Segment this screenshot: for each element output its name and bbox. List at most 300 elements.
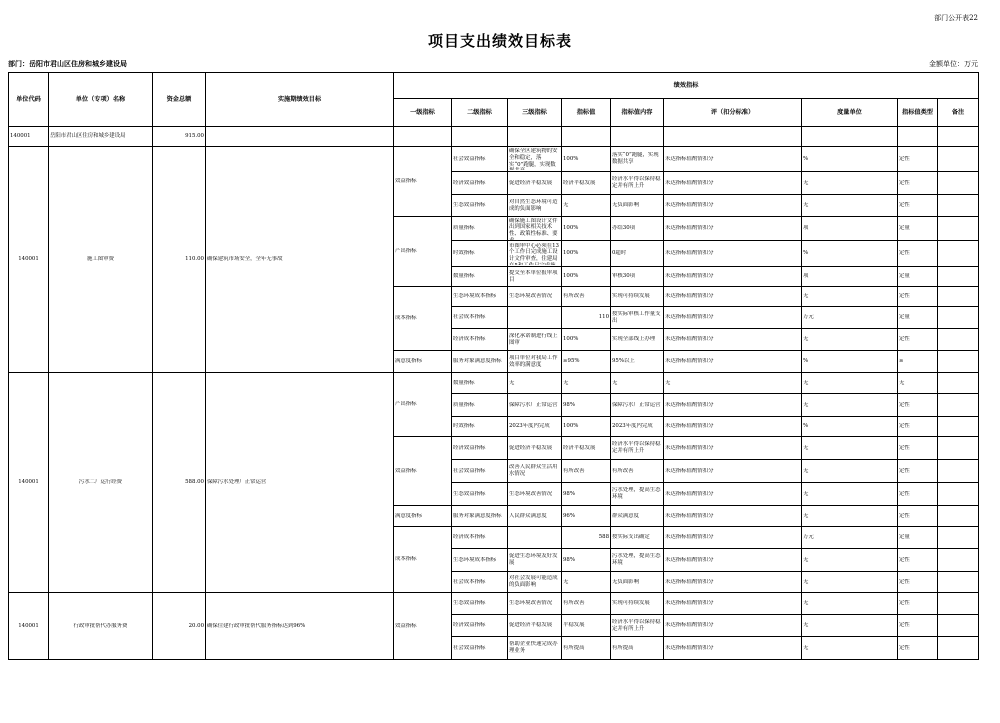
- level2-indicator: [452, 172, 508, 195]
- level2-indicator-text: 社会效益指标: [453, 155, 486, 162]
- measure-unit-text: 无: [803, 401, 809, 408]
- indicator-value: [562, 195, 611, 217]
- level3-indicator-text: 帮助企业快速完成办理业务: [509, 641, 558, 654]
- indicator-value-content: [611, 437, 664, 460]
- level1-indicator-text: 产出指标: [395, 248, 417, 255]
- indicator-value-content-text: 群众满意度: [612, 512, 639, 519]
- level3-indicator: [508, 267, 562, 287]
- scoring-standard-text: 未达指标值酌情扣分: [665, 644, 714, 651]
- header-level2: 二级指标: [452, 99, 508, 127]
- level1-indicator: [394, 373, 452, 437]
- indicator-value-text: 588: [598, 534, 609, 541]
- indicator-value: [562, 572, 611, 593]
- level3-indicator-text: 促进经济平稳发展: [509, 444, 553, 451]
- measure-unit: [802, 241, 898, 267]
- header-value: 指标值: [562, 99, 611, 127]
- scoring-standard: [664, 351, 802, 373]
- scoring-standard-text: 未达指标值酌情扣分: [665, 314, 714, 321]
- scoring-standard-text: 未达指标值酌情扣分: [665, 250, 714, 257]
- level3-indicator-text: 对社会发展可能造成的负面影响: [509, 575, 558, 588]
- scoring-standard-text: 未达指标值酌情扣分: [665, 490, 714, 497]
- level2-indicator: [452, 615, 508, 637]
- project-goal-text: 确保住建行政审批帮代服务指标达到96%: [207, 622, 306, 629]
- project-amount-text: 20.00: [188, 622, 204, 629]
- level1-indicator: [394, 217, 452, 287]
- level1-indicator-text: 效益指标: [395, 622, 417, 629]
- indicator-value-content-text: 保障污水厂正常运营: [612, 401, 661, 408]
- value-type-text: ≥: [899, 358, 904, 365]
- level3-indicator-text: 保障污水厂正常运营: [509, 401, 558, 408]
- measure-unit-text: 无: [803, 490, 809, 497]
- value-type-text: 定量: [899, 225, 910, 232]
- scoring-standard-text: 未达指标值酌情扣分: [665, 401, 714, 408]
- level3-indicator-text: 人民群众满意度: [509, 512, 547, 519]
- level3-indicator-text: 促进经济平稳发展: [509, 622, 553, 629]
- indicator-value-content-text: 按实际支出确定: [612, 534, 650, 541]
- level2-indicator-text: 经济成本指标: [453, 534, 486, 541]
- indicator-value-text: 100%: [563, 273, 579, 280]
- level3-indicator: [508, 593, 562, 615]
- project-amount: [153, 593, 206, 660]
- scoring-standard: [664, 483, 802, 506]
- header-level1: 一级指标: [394, 99, 452, 127]
- level3-indicator: [508, 373, 562, 394]
- indicator-value: [562, 351, 611, 373]
- corner-label: 部门公开表22: [934, 14, 978, 22]
- indicator-value-content: [611, 483, 664, 506]
- indicator-value-text: 98%: [563, 490, 575, 497]
- performance-table: [8, 72, 979, 660]
- project-name: [49, 593, 153, 660]
- department-label: 部门：岳阳市君山区住房和城乡建设局: [8, 60, 127, 68]
- indicator-value-content: [611, 217, 664, 241]
- indicator-value-content: [611, 637, 664, 660]
- value-type-text: 定性: [899, 202, 910, 209]
- scoring-standard: [664, 241, 802, 267]
- level3-indicator: [508, 483, 562, 506]
- measure-unit-text: 无: [803, 512, 809, 519]
- scoring-standard: [664, 549, 802, 572]
- remark-cell: [938, 287, 979, 307]
- indicator-value-text: 96%: [563, 512, 575, 519]
- indicator-value-content-text: 无: [612, 379, 618, 386]
- measure-unit-text: 万元: [803, 534, 814, 541]
- scoring-standard: [664, 637, 802, 660]
- level2-indicator-text: 生态效益指标: [453, 490, 486, 497]
- project-name-text: 施工图审费: [87, 256, 114, 263]
- indicator-value-content: [611, 373, 664, 394]
- indicator-value-text: 有所改善: [563, 293, 585, 300]
- scoring-standard-text: 未达指标值酌情扣分: [665, 423, 714, 430]
- scoring-standard-text: 未达指标值酌情扣分: [665, 512, 714, 519]
- value-type: [898, 417, 938, 437]
- indicator-value-content: [611, 417, 664, 437]
- value-type-text: 定性: [899, 644, 910, 651]
- project-goal-text: 确保建筑市场安全，全年无事故: [207, 256, 283, 263]
- value-type-text: 定性: [899, 444, 910, 451]
- value-type: [898, 329, 938, 351]
- measure-unit-text: 无: [803, 179, 809, 186]
- project-name-text: 行政审批帮代办服务费: [73, 622, 128, 629]
- level3-indicator: [508, 241, 562, 267]
- remark-cell: [938, 549, 979, 572]
- measure-unit-text: %: [803, 358, 809, 365]
- scoring-standard: [664, 394, 802, 417]
- scoring-standard-text: 未达指标值酌情扣分: [665, 578, 714, 585]
- level2-indicator: [452, 417, 508, 437]
- level2-indicator-text: 服务对象满意度指标: [453, 358, 502, 365]
- value-type-text: 定性: [899, 600, 910, 607]
- indicator-value-text: 98%: [563, 556, 575, 563]
- indicator-value: [562, 549, 611, 572]
- level3-indicator-text: 无: [509, 379, 515, 386]
- header-remark: 备注: [938, 99, 979, 127]
- scoring-standard-text: 未达指标值酌情扣分: [665, 202, 714, 209]
- remark-cell: [938, 241, 979, 267]
- remark-cell: [938, 217, 979, 241]
- indicator-value: [562, 637, 611, 660]
- scoring-standard-text: 未达指标值酌情扣分: [665, 225, 714, 232]
- level2-indicator: [452, 527, 508, 549]
- value-type-text: 无: [899, 379, 905, 386]
- level3-indicator-text: 促进生态环境友好发展: [509, 553, 558, 566]
- value-type: [898, 241, 938, 267]
- level2-indicator: [452, 241, 508, 267]
- indicator-value-content: [611, 241, 664, 267]
- indicator-value-content: [611, 394, 664, 417]
- scoring-standard: [664, 329, 802, 351]
- measure-unit-text: 无: [803, 622, 809, 629]
- scoring-standard: [664, 572, 802, 593]
- level3-indicator-text: 生态环境改善情况: [509, 600, 553, 607]
- value-type: [898, 217, 938, 241]
- level3-indicator: [508, 195, 562, 217]
- header-level3: 三级指标: [508, 99, 562, 127]
- level3-indicator-text: 生态环境改善情况: [509, 490, 553, 497]
- value-type-text: 定性: [899, 293, 910, 300]
- scoring-standard-text: 未达指标值酌情扣分: [665, 467, 714, 474]
- indicator-value-content: [611, 351, 664, 373]
- remark-cell: [938, 373, 979, 394]
- level2-indicator-text: 生态效益指标: [453, 600, 486, 607]
- level3-indicator-text: 确保全区建筑物的安全和稳定，落实“0”跑腿，实现数: [509, 148, 558, 168]
- remark-cell: [938, 460, 979, 483]
- indicator-value-text: 110: [598, 314, 609, 321]
- level3-indicator-text: 促进经济平稳发展: [509, 179, 553, 186]
- value-type: [898, 267, 938, 287]
- level1-indicator-text: 效益指标: [395, 467, 417, 474]
- measure-unit: [802, 351, 898, 373]
- remark-cell: [938, 195, 979, 217]
- value-type: [898, 615, 938, 637]
- indicator-value-content-text: 污水处理，提高生态环境: [612, 553, 661, 566]
- level1-indicator-text: 满意度指标: [395, 512, 422, 519]
- measure-unit: [802, 267, 898, 287]
- level3-indicator: [508, 307, 562, 329]
- indicator-value-text: 有所改善: [563, 467, 585, 474]
- value-type-text: 定性: [899, 401, 910, 408]
- measure-unit: [802, 637, 898, 660]
- remark-cell: [938, 437, 979, 460]
- level2-indicator-text: 经济效益指标: [453, 179, 486, 186]
- level3-indicator: [508, 615, 562, 637]
- level3-indicator: [508, 437, 562, 460]
- level2-indicator-text: 社会成本指标: [453, 314, 486, 321]
- indicator-value-content-text: 实现全部线上办理: [612, 336, 656, 343]
- level1-indicator-text: 成本指标: [395, 556, 417, 563]
- measure-unit: [802, 172, 898, 195]
- indicator-value-text: 经济平稳发展: [563, 179, 596, 186]
- value-type: [898, 593, 938, 615]
- summary-amount: 915.00: [153, 127, 206, 147]
- value-type-text: 定性: [899, 490, 910, 497]
- level3-indicator: [508, 329, 562, 351]
- value-type: [898, 147, 938, 172]
- scoring-standard: [664, 373, 802, 394]
- level3-indicator: [508, 394, 562, 417]
- level1-indicator-text: 成本指标: [395, 315, 417, 322]
- indicator-value-content-text: 2023年度内完成: [612, 423, 653, 430]
- level2-indicator: [452, 394, 508, 417]
- value-type: [898, 287, 938, 307]
- measure-unit-text: 无: [803, 556, 809, 563]
- indicator-value-content-text: 经济水平得以保持稳定并有所上升: [612, 441, 661, 454]
- measure-unit: [802, 460, 898, 483]
- value-type-text: 定性: [899, 556, 910, 563]
- indicator-value-content-text: 95%以上: [612, 358, 635, 365]
- scoring-standard-text: 未达指标值酌情扣分: [665, 534, 714, 541]
- indicator-value-content-text: 无负面影响: [612, 578, 639, 585]
- scoring-standard: [664, 307, 802, 329]
- value-type: [898, 172, 938, 195]
- indicator-value-text: ≥95%: [563, 358, 580, 365]
- level2-indicator-text: 服务对象满意度指标: [453, 512, 502, 519]
- value-type-text: 定性: [899, 336, 910, 343]
- level3-indicator-text: 深化承诺制进行线上图审: [509, 332, 558, 346]
- indicator-value-content-text: 按实际审核工作量支出: [612, 310, 661, 324]
- measure-unit: [802, 307, 898, 329]
- indicator-value-text: 经济平稳发展: [563, 444, 596, 451]
- level3-indicator: [508, 460, 562, 483]
- level3-indicator: [508, 572, 562, 593]
- indicator-value-text: 100%: [563, 423, 579, 430]
- indicator-value-content: [611, 527, 664, 549]
- level3-indicator-text: 改善人民群众生活用水情况: [509, 464, 558, 477]
- level3-indicator: [508, 506, 562, 527]
- indicator-value-content: [611, 593, 664, 615]
- scoring-standard-text: 未达指标值酌情扣分: [665, 179, 714, 186]
- level2-indicator: [452, 572, 508, 593]
- indicator-value: [562, 217, 611, 241]
- indicator-value: [562, 267, 611, 287]
- scoring-standard-text: 未达指标值酌情扣分: [665, 293, 714, 300]
- scoring-standard-text: 未达指标值酌情扣分: [665, 444, 714, 451]
- indicator-value-text: 有所提高: [563, 644, 585, 651]
- level2-indicator: [452, 307, 508, 329]
- indicator-value-content-text: 审核30项: [612, 273, 636, 280]
- indicator-value: [562, 527, 611, 549]
- indicator-value-text: 100%: [563, 155, 579, 162]
- level2-indicator: [452, 267, 508, 287]
- indicator-value-content: [611, 549, 664, 572]
- scoring-standard-text: 未达指标值酌情扣分: [665, 155, 714, 162]
- level2-indicator: [452, 506, 508, 527]
- remark-cell: [938, 417, 979, 437]
- remark-cell: [938, 329, 979, 351]
- value-type-text: 定性: [899, 578, 910, 585]
- indicator-value-content: [611, 329, 664, 351]
- level1-indicator-text: 满意度指标: [395, 358, 422, 365]
- level1-indicator-text: 效益指标: [395, 178, 417, 185]
- level2-indicator-text: 社会效益指标: [453, 467, 486, 474]
- level3-indicator-text: 市图审中心必须在13个工作日完成施工设计文件审查，住建局: [509, 242, 559, 262]
- value-type-text: 定量: [899, 534, 910, 541]
- level2-indicator-text: 时效指标: [453, 423, 475, 430]
- value-type-text: 定性: [899, 155, 910, 162]
- header-perf-indicators: 绩效指标: [394, 73, 979, 99]
- project-code: [9, 147, 49, 373]
- indicator-value-text: 98%: [563, 401, 575, 408]
- value-type-text: 定性: [899, 179, 910, 186]
- project-goal-text: 保障污水处理厂正常运营: [207, 479, 267, 486]
- table-row: [9, 127, 979, 147]
- level2-indicator-text: 质量指标: [453, 401, 475, 408]
- scoring-standard: [664, 147, 802, 172]
- value-type: [898, 307, 938, 329]
- indicator-value-content-text: 实现可持续发展: [612, 600, 650, 607]
- summary-code: 140001: [9, 127, 49, 147]
- indicator-value-content: [611, 460, 664, 483]
- measure-unit: [802, 287, 898, 307]
- indicator-value-text: 100%: [563, 225, 579, 232]
- level2-indicator: [452, 329, 508, 351]
- project-code: [9, 373, 49, 593]
- summary-name: 岳阳市君山区住房和城乡建设局: [49, 127, 153, 147]
- header-value-content: 指标值内容: [611, 99, 664, 127]
- scoring-standard: [664, 437, 802, 460]
- project-name: [49, 147, 153, 373]
- scoring-standard-text: 未达指标值酌情扣分: [665, 600, 714, 607]
- remark-cell: [938, 527, 979, 549]
- level1-indicator: [394, 527, 452, 593]
- header-total-funds: 资金总额: [153, 73, 206, 127]
- value-type-text: 定性: [899, 622, 910, 629]
- indicator-value-text: 有所改善: [563, 600, 585, 607]
- measure-unit: [802, 437, 898, 460]
- value-type: [898, 394, 938, 417]
- level1-indicator: [394, 593, 452, 660]
- remark-cell: [938, 615, 979, 637]
- measure-unit-text: 无: [803, 600, 809, 607]
- header-unit-name: 单位（专项）名称: [49, 73, 153, 127]
- table-row: [9, 373, 979, 394]
- remark-cell: [938, 267, 979, 287]
- remark-cell: [938, 637, 979, 660]
- indicator-value-content: [611, 195, 664, 217]
- value-type-text: 定性: [899, 512, 910, 519]
- measure-unit-text: 无: [803, 202, 809, 209]
- remark-cell: [938, 147, 979, 172]
- level3-indicator: [508, 287, 562, 307]
- indicator-value-content: [611, 287, 664, 307]
- measure-unit: [802, 394, 898, 417]
- measure-unit-text: %: [803, 423, 809, 430]
- indicator-value: [562, 394, 611, 417]
- level2-indicator-text: 质量指标: [453, 225, 475, 232]
- project-amount: [153, 373, 206, 593]
- level2-indicator-text: 数量指标: [453, 379, 475, 386]
- indicator-value: [562, 437, 611, 460]
- scoring-standard: [664, 217, 802, 241]
- indicator-value: [562, 287, 611, 307]
- measure-unit: [802, 527, 898, 549]
- project-code-text: 140001: [18, 479, 39, 486]
- remark-cell: [938, 506, 979, 527]
- indicator-value: [562, 593, 611, 615]
- project-goal: [206, 147, 394, 373]
- indicator-value-content: [611, 572, 664, 593]
- project-code-text: 140001: [18, 256, 39, 263]
- project-code: [9, 593, 49, 660]
- measure-unit-text: 无: [803, 578, 809, 585]
- measure-unit: [802, 373, 898, 394]
- indicator-value-content-text: 落实“0”跑腿，实现数据共享: [612, 152, 659, 165]
- value-type: [898, 549, 938, 572]
- level3-indicator: [508, 637, 562, 660]
- indicator-value-text: 100%: [563, 336, 579, 343]
- remark-cell: [938, 483, 979, 506]
- measure-unit-text: %: [803, 155, 809, 162]
- project-goal: [206, 373, 394, 593]
- measure-unit-text: 项: [803, 273, 809, 280]
- level2-indicator-text: 经济成本指标: [453, 336, 486, 343]
- scoring-standard: [664, 172, 802, 195]
- measure-unit: [802, 506, 898, 527]
- scoring-standard: [664, 195, 802, 217]
- indicator-value-content: [611, 615, 664, 637]
- value-type: [898, 527, 938, 549]
- measure-unit: [802, 147, 898, 172]
- indicator-value-content: [611, 172, 664, 195]
- measure-unit: [802, 329, 898, 351]
- value-type: [898, 572, 938, 593]
- measure-unit-text: 无: [803, 379, 809, 386]
- indicator-value-content-text: 有所改善: [612, 467, 634, 474]
- indicator-value-content-text: 办结30项: [612, 225, 636, 232]
- indicator-value: [562, 615, 611, 637]
- level3-indicator: [508, 351, 562, 373]
- level2-indicator-text: 数量指标: [453, 273, 475, 280]
- scoring-standard: [664, 287, 802, 307]
- level2-indicator: [452, 593, 508, 615]
- indicator-value-content: [611, 506, 664, 527]
- project-goal: [206, 593, 394, 660]
- indicator-value: [562, 172, 611, 195]
- measure-unit: [802, 417, 898, 437]
- indicator-value-text: 无: [563, 578, 569, 585]
- level3-indicator: [508, 147, 562, 172]
- level3-indicator: [508, 217, 562, 241]
- measure-unit: [802, 549, 898, 572]
- level2-indicator-text: 生态环境成本指标: [453, 293, 497, 300]
- measure-unit: [802, 483, 898, 506]
- indicator-value-content-text: 无负面影响: [612, 202, 639, 209]
- indicator-value-content-text: 经济水平得以保持稳定并有所上升: [612, 176, 661, 189]
- level2-indicator: [452, 437, 508, 460]
- level2-indicator: [452, 549, 508, 572]
- project-amount-text: 588.00: [185, 479, 204, 486]
- indicator-value: [562, 241, 611, 267]
